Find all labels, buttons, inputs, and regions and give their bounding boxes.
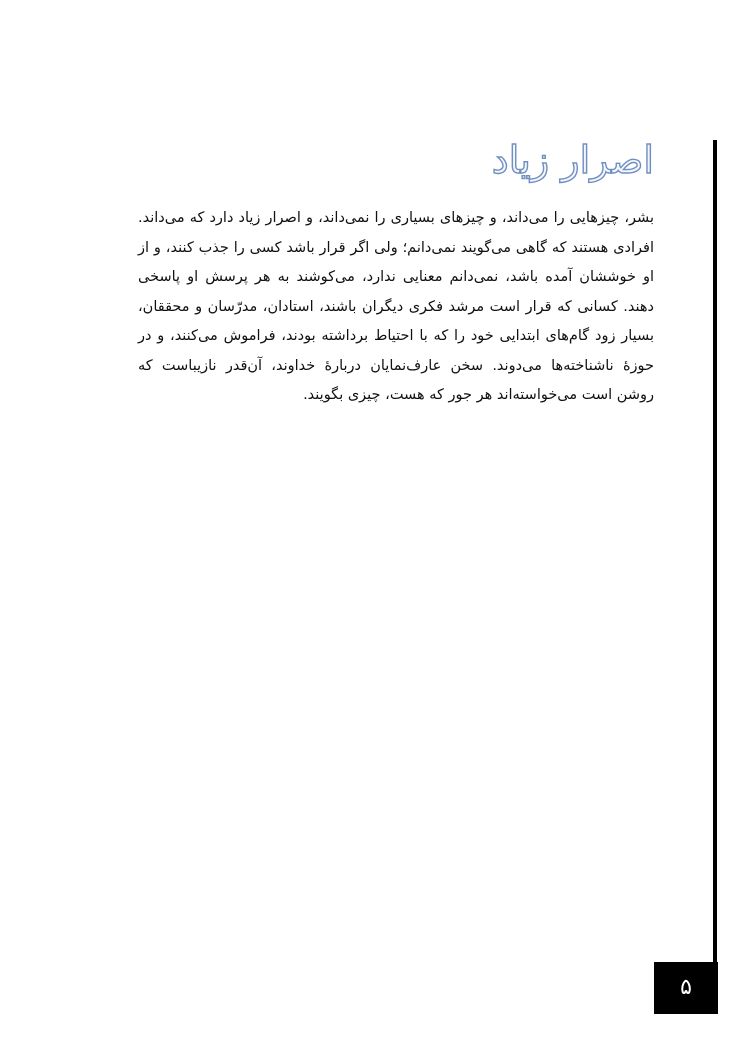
page-title: اصرار زیاد	[491, 138, 654, 182]
body-paragraph: بشر، چیزهایی را می‌داند، و چیزهای بسیاری را نمی‌داند، و اصرار زیاد دارد که می‌داند. افرادی هستند که گاهی می‌گویند نمی‌دانم؛ ولی اگر قرار باشد کسی را جذب کنند، و از او خوششان آمده باشد، نمی‌دانم معنایی ندارد، می‌کوشند به هر پرسش او پاسخی دهند. کسانی که قرار است مرشد فکری دیگران باشند، استادان، مدرّسان و محققان، بسیار زود گام‌های ابتدایی خود را که با احتیاط برداشته بودند، فراموش می‌کنند، و در حوزهٔ ناشناخته‌ها می‌دوند. سخن عارف‌نمایان دربارهٔ خداوند، آن‌قدر نازیباست که روشن است می‌خواسته‌اند هر جور که هست، چیزی بگویند.	[138, 210, 654, 403]
page-number: ۵	[680, 975, 692, 1000]
page-number-box	[654, 962, 718, 1014]
page-edge-rule	[713, 140, 717, 962]
